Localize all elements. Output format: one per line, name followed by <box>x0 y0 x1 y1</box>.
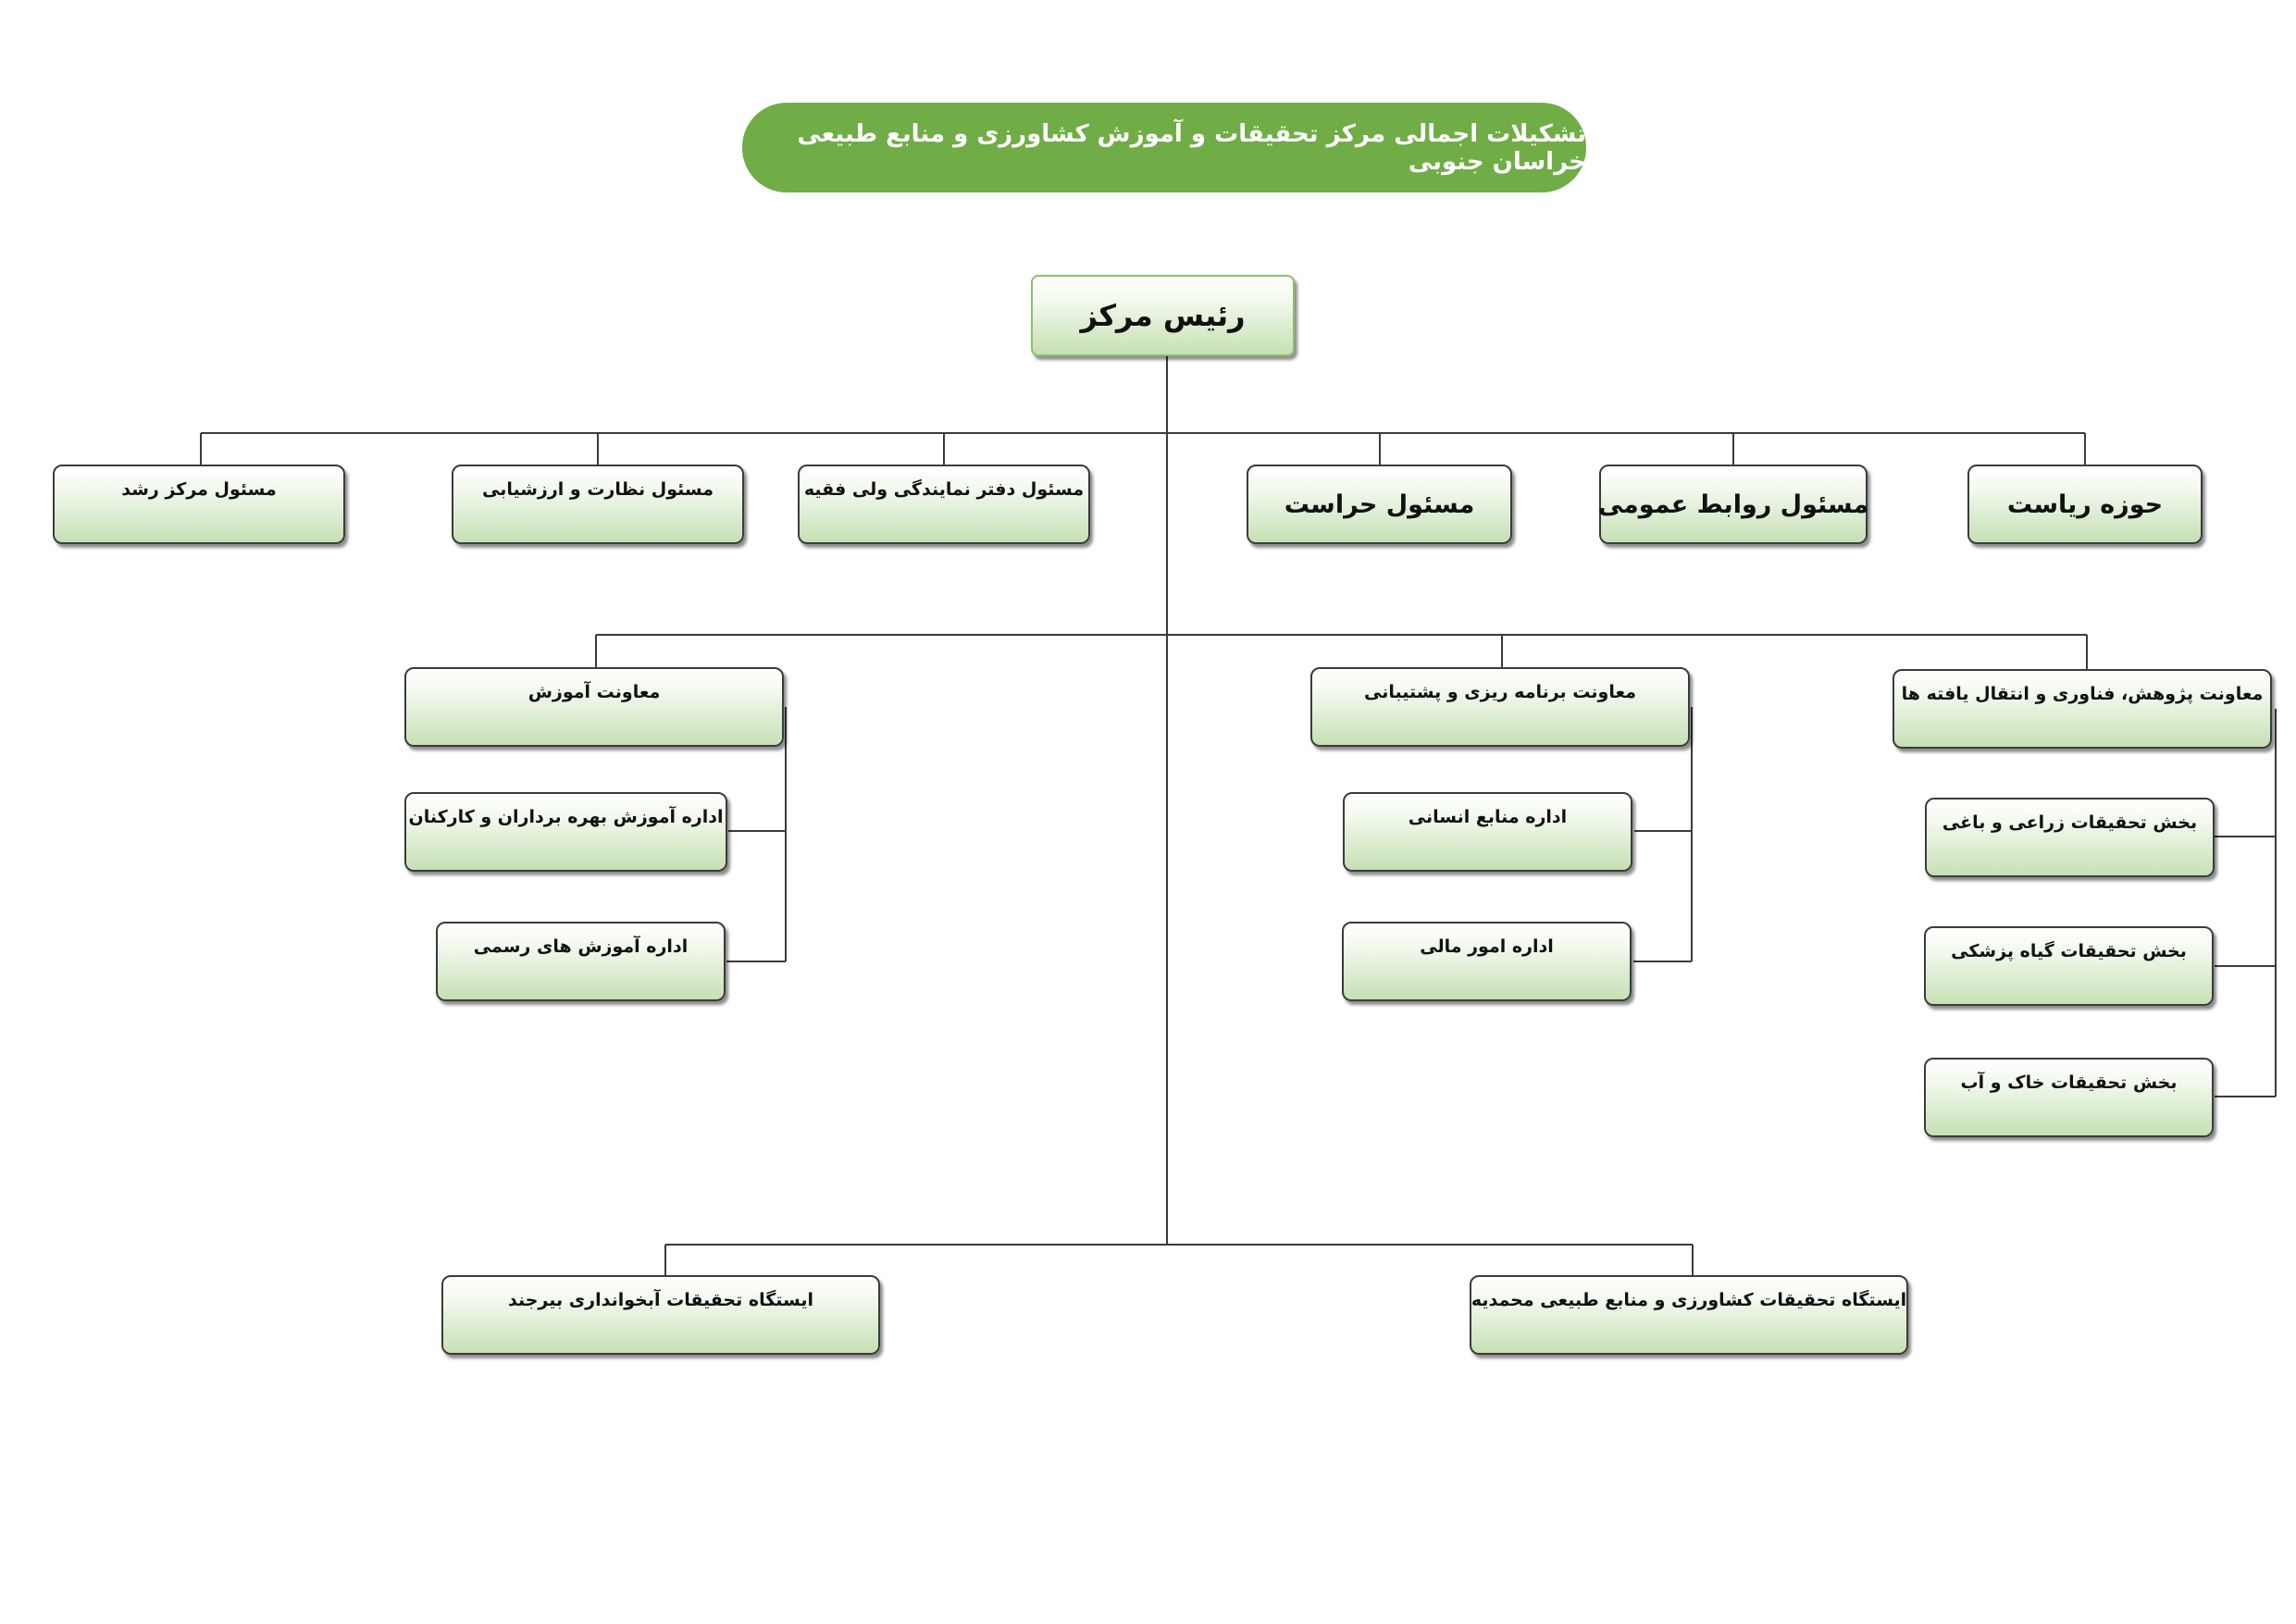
station-birjand: ایستگاه تحقیقات آبخوانداری بیرجند <box>441 1275 880 1355</box>
planning-unit-human-resources: اداره منابع انسانی <box>1343 792 1632 872</box>
research-unit-plant-protection: بخش تحقیقات گیاه پزشکی <box>1924 926 2214 1006</box>
representative-office-node: مسئول دفتر نمایندگی ولی فقیه <box>798 465 1090 544</box>
research-unit-agronomy: بخش تحقیقات زراعی و باغی <box>1925 798 2215 877</box>
research-unit-soil-water: بخش تحقیقات خاک و آب <box>1924 1058 2214 1137</box>
head-node: رئیس مرکز <box>1031 275 1295 356</box>
planning-unit-finance: اداره امور مالی <box>1342 922 1632 1001</box>
research-deputy-node: معاونت پژوهش، فناوری و انتقال یافته ها <box>1893 669 2272 749</box>
education-unit-operators-staff: اداره آموزش بهره برداران و کارکنان <box>404 792 727 872</box>
education-deputy-node: معاونت آموزش <box>404 667 784 747</box>
chart-title: تشکیلات اجمالی مرکز تحقیقات و آموزش کشاورزی و منابع طبیعی خراسان جنوبی <box>742 103 1586 192</box>
planning-deputy-node: معاونت برنامه ریزی و پشتیبانی <box>1310 667 1690 747</box>
station-mohammadieh: ایستگاه تحقیقات کشاورزی و منابع طبیعی محمدیه <box>1470 1275 1908 1355</box>
education-unit-formal: اداره آموزش های رسمی <box>436 922 726 1001</box>
presidency-node: حوزه ریاست <box>1967 465 2203 544</box>
public-relations-node: مسئول روابط عمومی <box>1599 465 1868 544</box>
security-node: مسئول حراست <box>1247 465 1512 544</box>
growth-center-node: مسئول مرکز رشد <box>53 465 345 544</box>
monitoring-evaluation-node: مسئول نظارت و ارزشیابی <box>452 465 744 544</box>
